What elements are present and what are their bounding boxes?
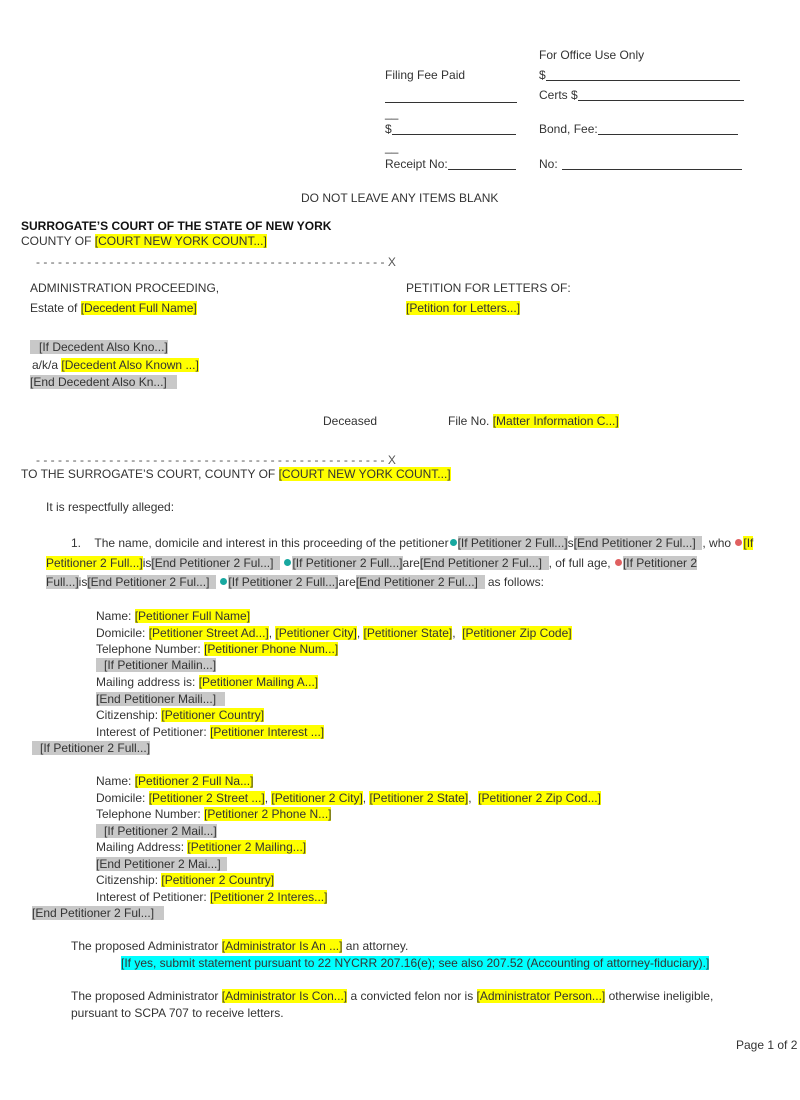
petitioner-country-field[interactable]: [Petitioner Country]	[161, 708, 265, 722]
filing-fee-label: Filing Fee Paid	[385, 68, 466, 82]
are-text: are	[402, 556, 420, 570]
county-field[interactable]: [COURT NEW YORK COUNT...]	[94, 234, 267, 248]
para1-lead: The name, domicile and interest in this proceeding of the petitioner	[94, 536, 449, 550]
bond-fee-label: Bond, Fee:	[539, 122, 598, 136]
alleged-text: It is respectfully alleged:	[46, 500, 175, 514]
interest-label: Interest of Petitioner:	[96, 725, 211, 739]
petitioner-street-field[interactable]: [Petitioner Street Ad...]	[148, 626, 269, 640]
domicile-label: Domicile:	[96, 626, 149, 640]
county-line	[21, 234, 267, 248]
petitioner2-zip-field[interactable]: [Petitioner 2 Zip Cod...]	[478, 791, 601, 805]
name-label: Name:	[96, 774, 135, 788]
admin-tail: an attorney.	[342, 939, 409, 953]
if-petitioner2-field[interactable]: Full...]	[46, 575, 79, 589]
red-marker-icon	[615, 559, 622, 566]
p1-domicile-line: Domicile: [Petitioner Street Ad...], [Petitioner City], [Petitioner State], [Petitioner Zip Code]	[96, 626, 572, 640]
separator-bottom: - - - - - - - - - - - - - - - - - - - - - - - - - - - - - - - - - - - - - - - - - - - - - - - - X	[36, 453, 396, 467]
if-mail-field[interactable]: [If Petitioner Mailin...]	[96, 658, 216, 672]
admin-felon-field[interactable]: [Administrator Is Con...]	[221, 989, 348, 1003]
end-mail-field[interactable]: [End Petitioner 2 Mai...]	[96, 857, 227, 871]
p2-end-mail-line	[96, 857, 227, 871]
end-mail-field[interactable]: [End Petitioner Maili...]	[96, 692, 225, 706]
if-petitioner2-field[interactable]: [If Petitioner 2 Full...]	[228, 575, 339, 589]
para1-line3	[46, 575, 544, 589]
decedent-name-field[interactable]: [Decedent Full Name]	[80, 301, 197, 315]
admin-attorney-field[interactable]: [Administrator Is An ...]	[221, 939, 343, 953]
admin-label: The proposed Administrator	[71, 989, 222, 1003]
petitioner-phone-field[interactable]: [Petitioner Phone Num...]	[204, 642, 339, 656]
filing-fee-line	[385, 90, 517, 104]
p2-phone-line	[96, 807, 331, 821]
para1-number: 1.	[71, 536, 82, 550]
proceeding-label: ADMINISTRATION PROCEEDING,	[30, 281, 220, 295]
fee-amount-line	[385, 122, 516, 136]
teal-marker-icon	[450, 539, 457, 546]
teal-marker-icon	[284, 559, 291, 566]
blank-line	[562, 158, 742, 170]
p2-interest-line	[96, 890, 327, 904]
plural-s: s	[567, 536, 574, 550]
receipt-line	[385, 157, 516, 171]
petitioner-city-field[interactable]: [Petitioner City]	[275, 626, 357, 640]
if-petitioner2-field[interactable]: [If	[743, 536, 754, 550]
end-petitioner2-field[interactable]: [End Petitioner 2 Ful...]	[573, 536, 696, 550]
petition-letters-field[interactable]: [Petition for Letters...]	[406, 301, 521, 315]
p2-if-mail-line	[96, 824, 217, 838]
if-aka-line	[30, 340, 168, 354]
to-court-line	[21, 467, 451, 481]
full-age-text: , of full age,	[548, 556, 614, 570]
blank-line	[546, 69, 740, 81]
separator-top: - - - - - - - - - - - - - - - - - - - - - - - - - - - - - - - - - - - - - - - - - - - - - - - - X	[36, 255, 396, 269]
end-petitioner2-field[interactable]: [End Petitioner 2 Ful...]	[87, 575, 210, 589]
para1-line1	[71, 536, 753, 550]
office-use-heading: For Office Use Only	[539, 48, 645, 62]
if-mail-field[interactable]: [If Petitioner 2 Mail...]	[96, 824, 217, 838]
p2-citizen-line	[96, 873, 274, 887]
no-line	[539, 157, 742, 171]
aka-field[interactable]: [Decedent Also Known ...]	[61, 358, 199, 372]
petitioner2-mail-field[interactable]: [Petitioner 2 Mailing...]	[187, 840, 307, 854]
end-petitioner2-field[interactable]: [End Petitioner 2 Ful...]	[355, 575, 478, 589]
name-label: Name:	[96, 609, 135, 623]
admin-line	[71, 939, 408, 953]
are-text: are	[338, 575, 356, 589]
court-title: SURROGATE’S COURT OF THE STATE OF NEW YORK	[21, 219, 332, 233]
p1-mail-line	[96, 675, 318, 689]
p1-name-line	[96, 609, 250, 623]
aka-label: a/k/a	[32, 358, 62, 372]
attorney-statement-note[interactable]: [If yes, submit statement pursuant to 22 NYCRR 207.16(e); see also 207.52 (Accounting of attorney-fiduciary).]	[121, 956, 710, 970]
blank-line	[598, 123, 738, 135]
dash-1: __	[385, 106, 399, 120]
petitioner2-phone-field[interactable]: [Petitioner 2 Phone N...]	[204, 807, 332, 821]
blank-line	[392, 123, 516, 135]
para1-line2	[46, 556, 697, 570]
if-aka-field[interactable]: [If Decedent Also Kno...]	[30, 340, 168, 354]
petitioner2-street-field[interactable]: [Petitioner 2 Street ...]	[148, 791, 265, 805]
if-petitioner2-field[interactable]: [If Petitioner 2 Full...]	[457, 536, 568, 550]
page-number: Page 1 of 2	[736, 1038, 798, 1052]
felon-line1	[71, 989, 713, 1003]
p1-citizen-line	[96, 708, 264, 722]
dollar-sign: $	[385, 122, 392, 136]
p2-domicile-line: Domicile: [Petitioner 2 Street ...], [Petitioner 2 City], [Petitioner 2 State], [Petitioner 2 Zip Cod...]	[96, 791, 601, 805]
if-petitioner2-block-field[interactable]: [If Petitioner 2 Full...]	[32, 741, 150, 755]
felon-line2: pursuant to SCPA 707 to receive letters.	[71, 1006, 284, 1020]
dash-2: __	[385, 140, 399, 154]
interest-label: Interest of Petitioner:	[96, 890, 211, 904]
is-text: is	[142, 556, 152, 570]
is-text: is	[78, 575, 88, 589]
felon-mid: a convicted felon nor is	[347, 989, 477, 1003]
bond-fee-line	[539, 122, 738, 136]
certs-line	[539, 88, 744, 102]
file-no-field[interactable]: [Matter Information C...]	[492, 414, 619, 428]
petitioner2-city-field[interactable]: [Petitioner 2 City]	[271, 791, 363, 805]
admin-label: The proposed Administrator	[71, 939, 222, 953]
blank-line	[448, 158, 516, 170]
petitioner-mail-field[interactable]: [Petitioner Mailing A...]	[198, 675, 319, 689]
petitioner-zip-field[interactable]: [Petitioner Zip Code]	[462, 626, 572, 640]
petition-label: PETITION FOR LETTERS OF:	[406, 281, 571, 295]
dollar-sign: $	[539, 68, 546, 82]
file-no-line	[448, 414, 619, 428]
petitioner-interest-field[interactable]: [Petitioner Interest ...]	[210, 725, 325, 739]
petition-field-line	[406, 301, 520, 315]
if-p2-block-line	[32, 741, 150, 755]
admin-person-field[interactable]: [Administrator Person...]	[476, 989, 606, 1003]
citizenship-label: Citizenship:	[96, 873, 162, 887]
estate-line	[30, 301, 197, 315]
p2-name-line	[96, 774, 253, 788]
citizenship-label: Citizenship:	[96, 708, 162, 722]
if-petitioner2-field[interactable]: Petitioner 2 Full...]	[46, 556, 143, 570]
red-marker-icon	[735, 539, 742, 546]
county-label: COUNTY OF	[21, 234, 95, 248]
felon-tail: otherwise ineligible,	[605, 989, 714, 1003]
end-petitioner2-block-field[interactable]: [End Petitioner 2 Ful...]	[32, 906, 164, 920]
to-court-county-field[interactable]: [COURT NEW YORK COUNT...]	[278, 467, 451, 481]
petitioner-name-field[interactable]: [Petitioner Full Name]	[134, 609, 251, 623]
end-aka-field[interactable]: [End Decedent Also Kn...]	[30, 375, 177, 389]
domicile-label: Domicile:	[96, 791, 149, 805]
admin-note-line	[121, 956, 709, 970]
certs-label: Certs $	[539, 88, 578, 102]
estate-label: Estate of	[30, 301, 81, 315]
p1-end-mail-line	[96, 692, 225, 706]
mail-label: Mailing Address:	[96, 840, 188, 854]
end-aka-line	[30, 375, 177, 389]
receipt-label: Receipt No:	[385, 157, 448, 171]
blank-line	[385, 91, 517, 103]
to-court-label: TO THE SURROGATE’S COURT, COUNTY OF	[21, 467, 279, 481]
phone-label: Telephone Number:	[96, 642, 205, 656]
aka-line	[32, 358, 199, 372]
mail-label: Mailing address is:	[96, 675, 199, 689]
phone-label: Telephone Number:	[96, 807, 205, 821]
blank-line	[578, 89, 744, 101]
petitioner2-interest-field[interactable]: [Petitioner 2 Interes...]	[210, 890, 328, 904]
end-petitioner2-field[interactable]: [End Petitioner 2 Ful...]	[419, 556, 542, 570]
office-fee-line	[539, 68, 740, 82]
notice: DO NOT LEAVE ANY ITEMS BLANK	[301, 191, 499, 205]
who-text: , who	[702, 536, 735, 550]
end-petitioner2-field[interactable]: [End Petitioner 2 Ful...]	[151, 556, 274, 570]
petitioner2-name-field[interactable]: [Petitioner 2 Full Na...]	[134, 774, 254, 788]
as-follows-text: as follows:	[484, 575, 544, 589]
end-p2-block-line	[32, 906, 164, 920]
p1-interest-line	[96, 725, 324, 739]
deceased-label: Deceased	[323, 414, 378, 428]
no-label: No:	[539, 157, 558, 171]
p2-mail-line	[96, 840, 306, 854]
petitioner2-state-field[interactable]: [Petitioner 2 State]	[369, 791, 469, 805]
p1-phone-line	[96, 642, 338, 656]
petitioner2-country-field[interactable]: [Petitioner 2 Country]	[161, 873, 275, 887]
if-petitioner2-field[interactable]: [If Petitioner 2	[622, 556, 698, 570]
teal-marker-icon	[220, 578, 227, 585]
p1-if-mail-line	[96, 658, 216, 672]
petitioner-state-field[interactable]: [Petitioner State]	[363, 626, 453, 640]
if-petitioner2-field[interactable]: [If Petitioner 2 Full...]	[292, 556, 403, 570]
file-no-label: File No.	[448, 414, 493, 428]
